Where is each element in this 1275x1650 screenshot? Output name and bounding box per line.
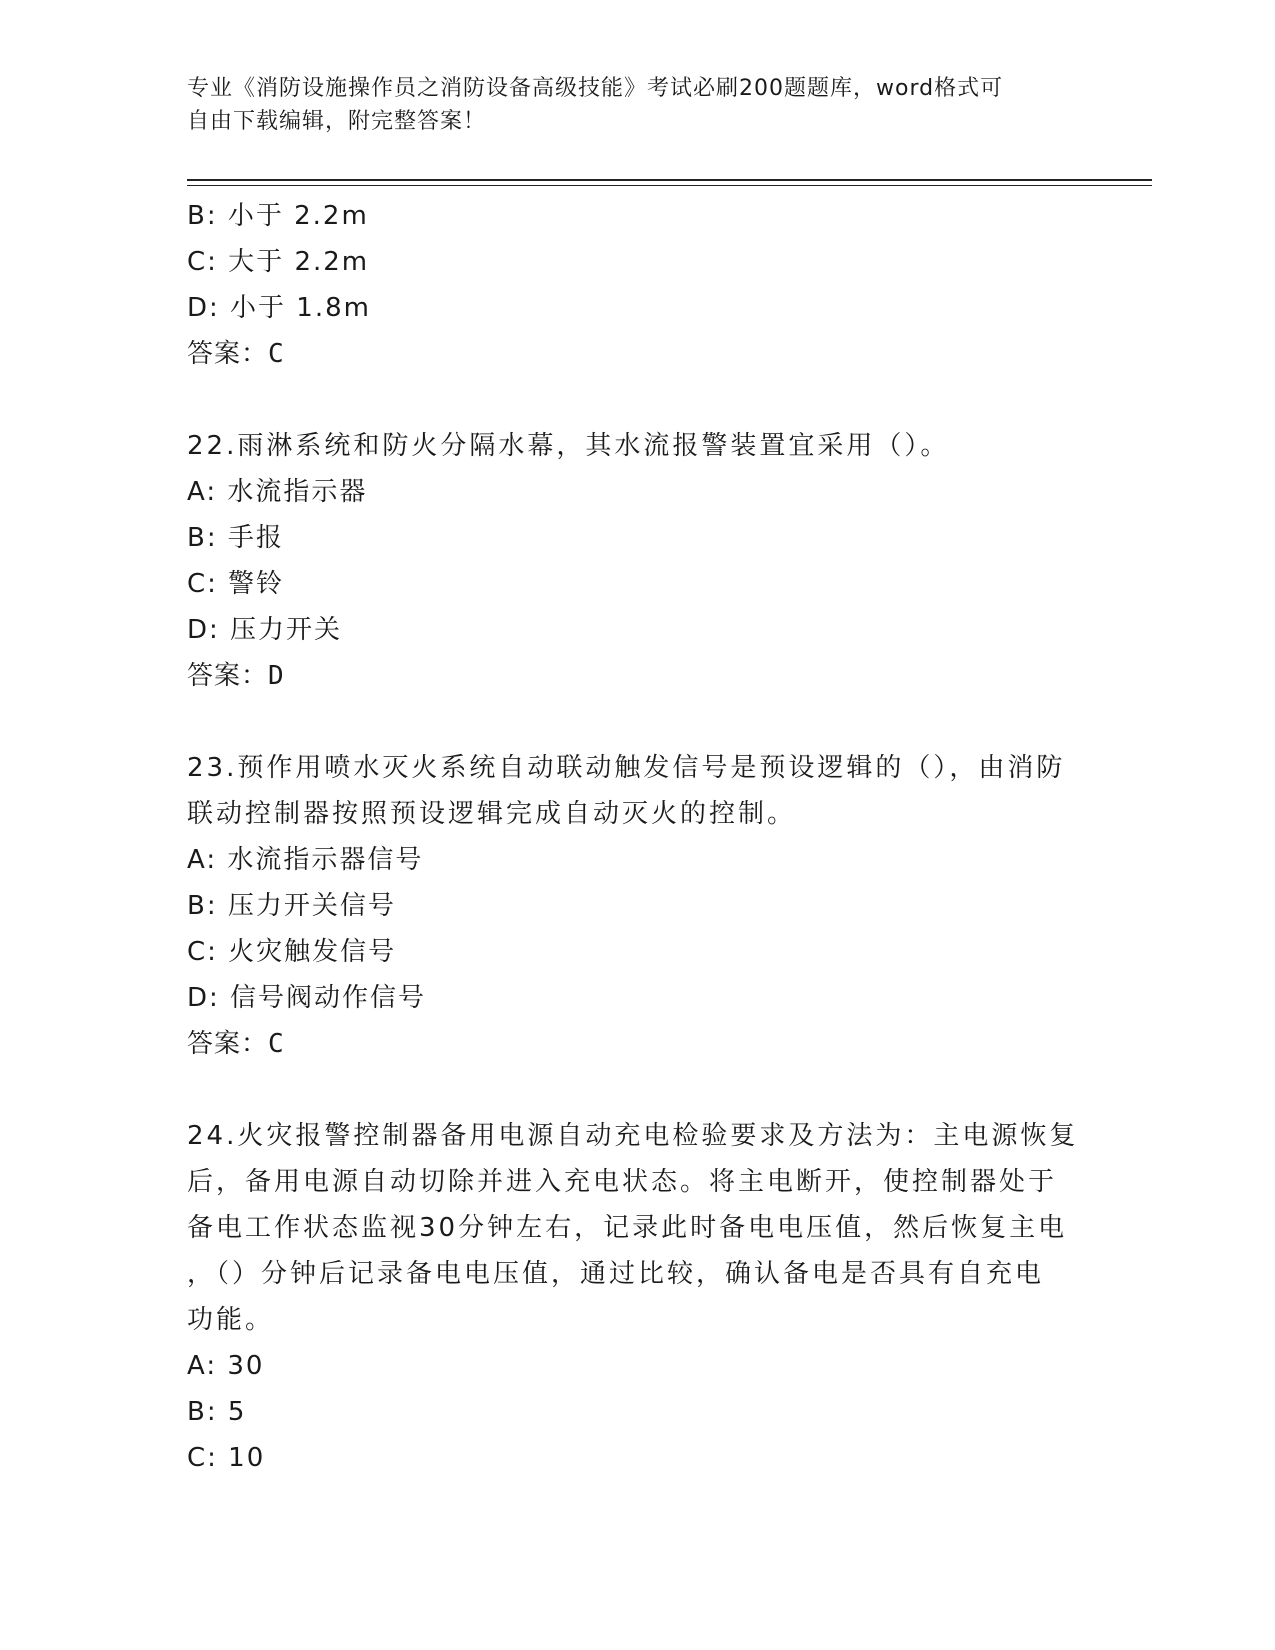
option-d: D: 压力开关 [187, 615, 343, 645]
document-header [187, 72, 1077, 138]
option-c: C: 警铃 [187, 569, 285, 599]
option-c: C: 大于 2.2m [187, 247, 370, 277]
option-b: B: 小于 2.2m [187, 201, 369, 231]
option-a: A: 30 [187, 1351, 265, 1381]
header-line-2: 自由下载编辑，附完整答案！ [187, 109, 487, 134]
header-divider-thick [187, 179, 1152, 181]
question-text-line-5: 功能。 [187, 1305, 275, 1335]
question-text-line-3: 备电工作状态监视30分钟左右，记录此时备电电压值，然后恢复主电 [187, 1213, 1068, 1243]
header-line-1: 专业《消防设施操作员之消防设备高级技能》考试必刷200题题库，word格式可 [187, 76, 1004, 101]
option-d: D: 小于 1.8m [187, 293, 371, 323]
header-divider-thin [187, 185, 1152, 186]
question-text-line-2: 后，备用电源自动切除并进入充电状态。将主电断开，使控制器处于 [187, 1167, 1058, 1197]
question-21 [187, 193, 1087, 377]
option-b: B: 压力开关信号 [187, 891, 396, 921]
option-b: B: 5 [187, 1397, 247, 1427]
question-text: 22.雨淋系统和防火分隔水幕，其水流报警装置宜采用（）。 [187, 431, 950, 461]
option-c: C: 10 [187, 1443, 266, 1473]
question-text-line-2: 联动控制器按照预设逻辑完成自动灭火的控制。 [187, 799, 797, 829]
question-22 [187, 423, 1087, 699]
option-d: D: 信号阀动作信号 [187, 983, 427, 1013]
question-text-line-1: 23.预作用喷水灭火系统自动联动触发信号是预设逻辑的（），由消防 [187, 753, 1066, 783]
option-c: C: 火灾触发信号 [187, 937, 397, 967]
question-text-line-1: 24.火灾报警控制器备用电源自动充电检验要求及方法为：主电源恢复 [187, 1121, 1079, 1151]
question-23 [187, 745, 1087, 1067]
question-content [187, 193, 1087, 1481]
option-b: B: 手报 [187, 523, 284, 553]
answer-line: 答案：D [187, 661, 285, 691]
question-24 [187, 1113, 1087, 1481]
option-a: A: 水流指示器信号 [187, 845, 424, 875]
answer-line: 答案：C [187, 1029, 285, 1059]
option-a: A: 水流指示器 [187, 477, 368, 507]
answer-line: 答案：C [187, 339, 285, 369]
question-text-line-4: ，（）分钟后记录备电电压值，通过比较，确认备电是否具有自充电 [187, 1259, 1045, 1289]
